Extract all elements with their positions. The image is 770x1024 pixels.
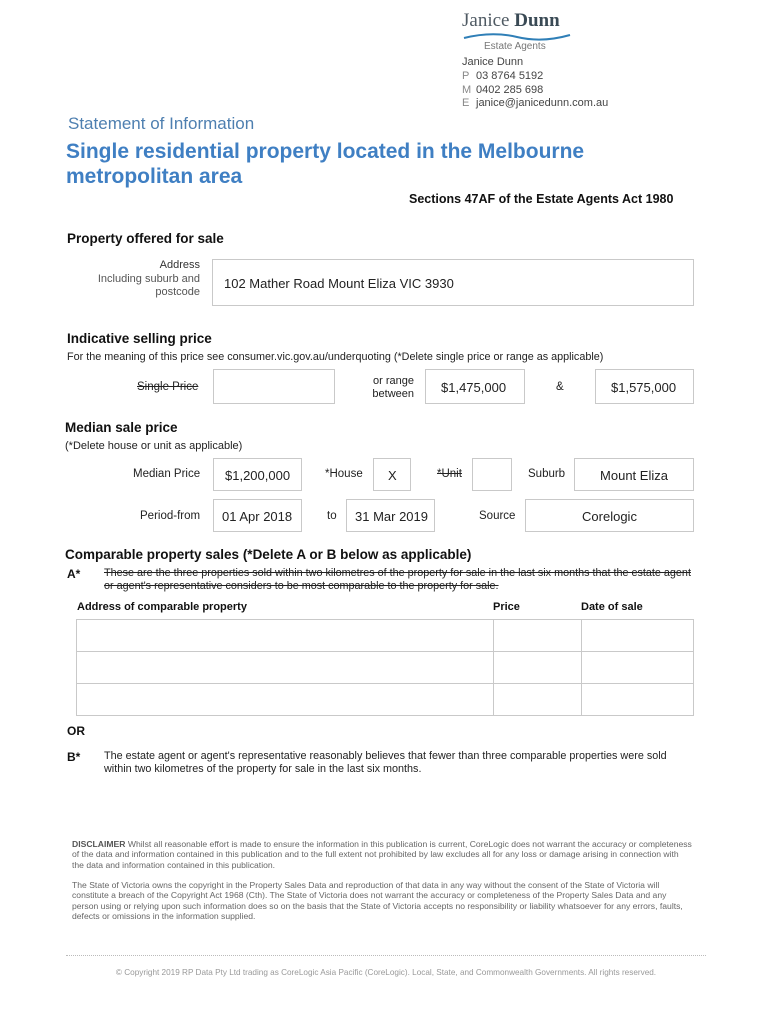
comparable-heading: Comparable property sales (*Delete A or B below as applicable): [65, 547, 472, 562]
copyright-paragraph: The State of Victoria owns the copyright in the Property Sales Data and reproduction of that data in any way without the consent of the State of Victoria will constitute a breach of the Copyright Act 1968 (Cth). The State of Victoria does not warrant the accuracy or completeness of the Property Sales Data and any person using or relying upon such information does so on the basis that the State of Victoria accepts no responsibility or liability whatsoever for any errors, faults, defects or omissions in the information supplied.: [72, 880, 683, 922]
house-value: X: [388, 468, 397, 483]
table-row: [77, 620, 694, 652]
price-range-low-field[interactable]: [425, 369, 525, 404]
agent-email: E janice@janicedunn.com.au: [462, 97, 609, 109]
source-field[interactable]: [525, 499, 694, 532]
logo-first-name: Janice: [462, 10, 510, 31]
col-address-header: Address of comparable property: [77, 601, 247, 613]
comparable-price-cell[interactable]: [494, 620, 582, 652]
option-a-text: These are the three properties sold within two kilometres of the property for sale in the last six months that the estate agent or agent's representative considers to be most comparable to the property for sale.: [104, 567, 691, 592]
unit-field[interactable]: [472, 458, 512, 491]
footer-divider: [66, 955, 706, 956]
comparable-address-cell[interactable]: [77, 684, 494, 716]
statement-heading: Statement of Information: [68, 114, 255, 133]
disclaimer-paragraph: DISCLAIMER Whilst all reasonable effort is made to ensure the information in this publication is current, CoreLogic does not warrant the accuracy or completeness of the data and information contained in this publication and to the full extent not prohibited by law excludes all for any loss or damage arising in connection with the data and information contained in this publication.: [72, 839, 692, 870]
suburb-value: Mount Eliza: [600, 468, 668, 483]
agent-mobile: M 0402 285 698: [462, 84, 544, 96]
option-a-marker: A*: [67, 567, 81, 581]
range-label: or range between: [372, 375, 414, 400]
col-price-header: Price: [493, 601, 520, 613]
address-field[interactable]: [212, 259, 694, 306]
price-meaning-note: For the meaning of this price see consumer.vic.gov.au/underquoting (*Delete single price or range as applicable): [67, 351, 604, 363]
comparable-address-cell[interactable]: [77, 620, 494, 652]
logo-last-name: Dunn: [514, 10, 560, 31]
price-range-high-field[interactable]: [595, 369, 694, 404]
comparable-table: [76, 619, 694, 716]
logo-subtitle: Estate Agents: [484, 41, 546, 52]
period-to-value: 31 Mar 2019: [355, 509, 428, 524]
median-price-field[interactable]: [213, 458, 302, 491]
footer-copyright: © Copyright 2019 RP Data Pty Ltd trading as CoreLogic Asia Pacific (CoreLogic). Local, State, and Commonwealth Governments. All rights reserved.: [115, 968, 657, 977]
price-range-high-value: $1,575,000: [611, 380, 677, 395]
indicative-price-heading: Indicative selling price: [67, 331, 212, 346]
comparable-address-cell[interactable]: [77, 652, 494, 684]
comparable-price-cell[interactable]: [494, 652, 582, 684]
unit-label: *Unit: [437, 468, 462, 480]
comparable-price-cell[interactable]: [494, 684, 582, 716]
house-field[interactable]: [373, 458, 411, 491]
range-ampersand: &: [556, 381, 564, 393]
disclaimer-label: DISCLAIMER: [72, 839, 126, 849]
agent-name: Janice Dunn: [462, 56, 524, 68]
median-heading: Median sale price: [65, 420, 178, 435]
comparable-date-cell[interactable]: [582, 684, 694, 716]
median-note: (*Delete house or unit as applicable): [65, 440, 243, 452]
option-b-marker: B*: [67, 750, 81, 764]
median-price-value: $1,200,000: [225, 468, 291, 483]
source-label: Source: [479, 510, 516, 522]
property-heading: Property offered for sale: [67, 231, 224, 246]
period-to-label: to: [327, 510, 337, 522]
period-from-field[interactable]: [213, 499, 302, 532]
source-value: Corelogic: [582, 509, 637, 524]
or-label: OR: [67, 724, 85, 738]
period-from-label: Period-from: [140, 510, 201, 522]
suburb-field[interactable]: [574, 458, 694, 491]
price-range-low-value: $1,475,000: [441, 380, 507, 395]
table-row: [77, 652, 694, 684]
single-price-field[interactable]: [213, 369, 335, 404]
option-b-text: The estate agent or agent's representative reasonably believes that fewer than three comparable properties were sold within two kilometres of the property for sale in the last six months.: [104, 750, 667, 775]
act-sections: Sections 47AF of the Estate Agents Act 1980: [409, 192, 674, 206]
address-value: 102 Mather Road Mount Eliza VIC 3930: [224, 276, 454, 291]
house-label: *House: [325, 468, 363, 480]
address-label: Address Including suburb and postcode: [97, 259, 200, 298]
table-row: [77, 684, 694, 716]
comparable-date-cell[interactable]: [582, 652, 694, 684]
agency-logo: [462, 10, 582, 52]
suburb-label: Suburb: [528, 468, 566, 480]
document-title: Single residential property located in the Melbourne metropolitan area: [66, 140, 585, 188]
median-price-label: Median Price: [133, 468, 201, 480]
single-price-label: Single Price: [137, 381, 199, 393]
col-date-header: Date of sale: [581, 601, 643, 613]
period-to-field[interactable]: [346, 499, 435, 532]
comparable-date-cell[interactable]: [582, 620, 694, 652]
agent-phone: P 03 8764 5192: [462, 70, 544, 82]
period-from-value: 01 Apr 2018: [222, 509, 293, 524]
